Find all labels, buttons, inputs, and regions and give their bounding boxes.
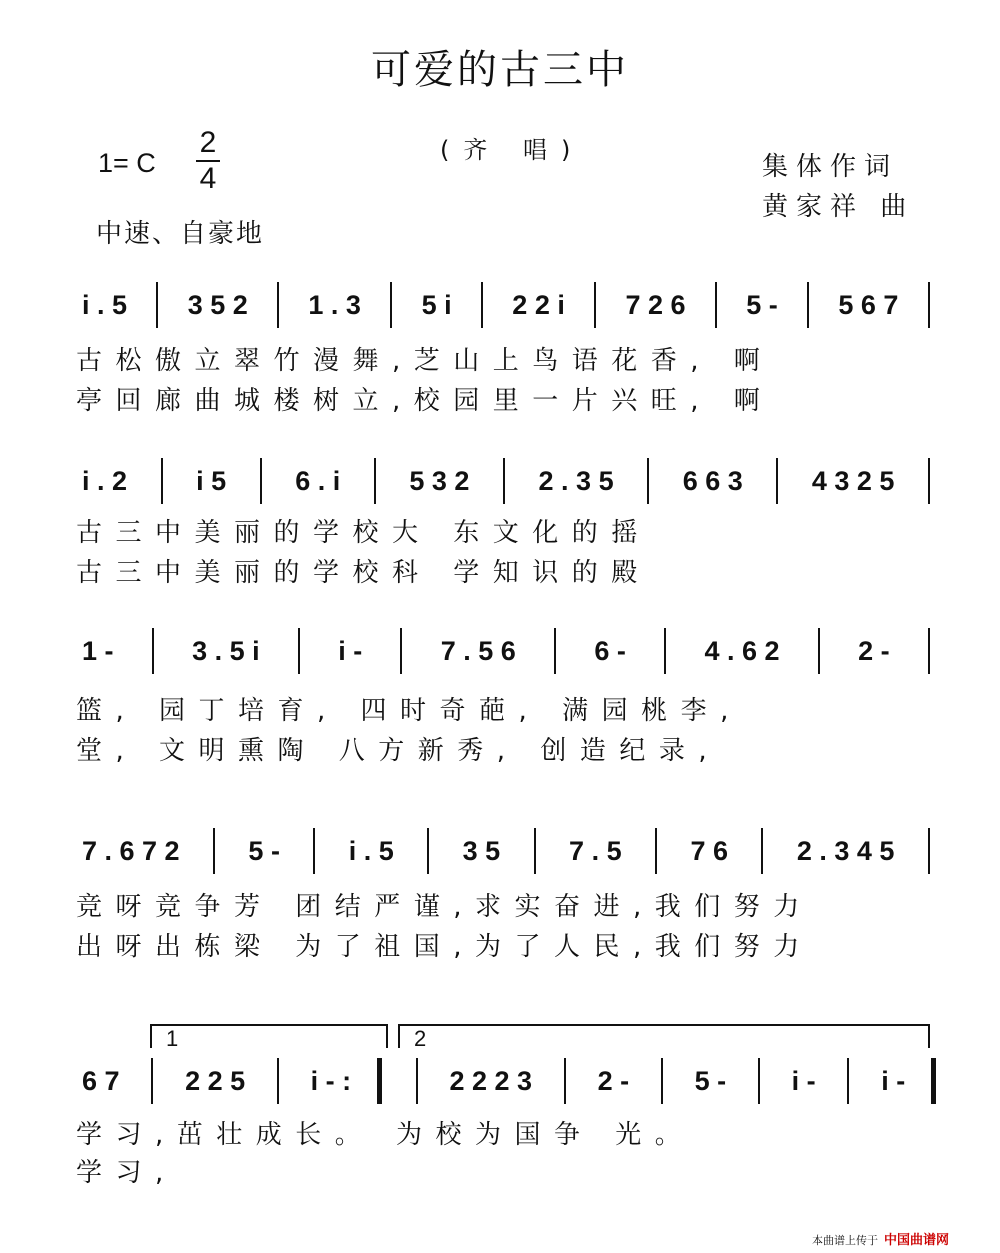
measure: 3 5 xyxy=(462,835,501,866)
lyric-line: 古三中美丽的学校科 学知识的殿 xyxy=(76,558,651,588)
measure: 1 . 3 xyxy=(308,289,361,320)
barline xyxy=(761,828,763,874)
barline xyxy=(390,282,392,328)
measure: 1 - xyxy=(82,635,114,666)
lyric-line: 堂, 文明熏陶 八方新秀, 创造纪录, xyxy=(76,736,721,766)
end-barline xyxy=(928,282,930,328)
barline xyxy=(534,828,536,874)
lyric-line: 亭回廊曲城楼树立,校园里一片兴旺, 啊 xyxy=(76,386,774,416)
second-ending-number: 2 xyxy=(414,1026,427,1051)
barline xyxy=(818,628,820,674)
measure: i - xyxy=(338,635,363,666)
measure: i . 2 xyxy=(82,465,128,496)
barline xyxy=(647,458,649,504)
end-barline xyxy=(928,628,930,674)
measure: i 5 xyxy=(196,465,227,496)
measure: 7 . 5 xyxy=(569,835,622,866)
barline xyxy=(564,1058,566,1104)
time-signature-top: 2 xyxy=(199,126,217,159)
measure: 2 2 i xyxy=(512,289,565,320)
footer-credit xyxy=(812,1229,949,1248)
barline xyxy=(260,458,262,504)
lyric-line: 篮, 园丁培育, 四时奇葩, 满园桃李, xyxy=(76,696,742,726)
measure: 4 3 2 5 xyxy=(811,465,895,496)
barline xyxy=(427,828,429,874)
measure: 5 - xyxy=(694,1065,727,1096)
notation-row xyxy=(80,828,940,874)
measure: 6 6 3 xyxy=(682,465,743,496)
key-signature: 1= C xyxy=(98,148,156,178)
lyric-line: 古松傲立翠竹漫舞,芝山上鸟语花香, 啊 xyxy=(76,346,774,376)
footer-note: 本曲谱上传于 xyxy=(812,1234,878,1247)
barline xyxy=(374,458,376,504)
measure: 4 . 6 2 xyxy=(704,635,780,666)
tempo-marking: 中速、自豪地 xyxy=(96,219,265,249)
lyric-line: 古三中美丽的学校大 东文化的摇 xyxy=(76,518,651,548)
barline xyxy=(503,458,505,504)
barline xyxy=(664,628,666,674)
measure: 2 . 3 4 5 xyxy=(796,835,895,866)
barline xyxy=(416,1058,418,1104)
measure: i - : xyxy=(310,1065,352,1096)
measure: 5 3 2 xyxy=(409,465,470,496)
measure: 3 . 5 i xyxy=(192,635,260,666)
measure: 5 - xyxy=(746,289,778,320)
end-barline xyxy=(931,1058,936,1104)
lyric-line: 竞呀竞争芳 团结严谨,求实奋进,我们努力 xyxy=(76,892,813,922)
score-title: 可爱的古三中 xyxy=(371,47,629,93)
barline xyxy=(313,828,315,874)
measure: i - xyxy=(791,1065,816,1096)
footer-site: 中国曲谱网 xyxy=(884,1233,950,1248)
measure: i . 5 xyxy=(348,835,394,866)
lyric-line: 出呀出栋梁 为了祖国,为了人民,我们努力 xyxy=(76,932,813,962)
measure: 5 i xyxy=(421,289,452,320)
barline xyxy=(554,628,556,674)
barline xyxy=(847,1058,849,1104)
end-barline xyxy=(928,458,930,504)
barline xyxy=(277,1058,279,1104)
measure: 2 . 3 5 xyxy=(538,465,614,496)
notation-row xyxy=(80,458,940,504)
barline xyxy=(151,1058,153,1104)
time-signature xyxy=(196,128,220,194)
measure: 2 2 5 xyxy=(185,1065,246,1096)
lyric-line: 学习,茁壮成长。 为校为国争 光。 xyxy=(76,1120,695,1150)
second-ending-bracket xyxy=(398,1024,930,1051)
barline xyxy=(277,282,279,328)
barline xyxy=(594,282,596,328)
barline xyxy=(156,282,158,328)
performance-style: (齐 唱) xyxy=(440,136,585,164)
barline xyxy=(481,282,483,328)
composer-credit: 黄家祥 曲 xyxy=(762,192,915,222)
barline xyxy=(400,628,402,674)
measure: 5 - xyxy=(248,835,280,866)
barline xyxy=(152,628,154,674)
barline xyxy=(807,282,809,328)
notation-row xyxy=(80,628,940,674)
measure: 6 7 xyxy=(82,1065,120,1096)
measure: 7 2 6 xyxy=(625,289,686,320)
first-ending-bracket xyxy=(150,1024,388,1051)
barline xyxy=(715,282,717,328)
measure: i . 5 xyxy=(82,289,128,320)
time-signature-bottom: 4 xyxy=(199,162,217,195)
measure: 7 . 6 7 2 xyxy=(82,835,180,866)
lyric-line: 学习, xyxy=(76,1158,177,1188)
measure: 2 2 2 3 xyxy=(449,1065,533,1096)
measure: 2 - xyxy=(597,1065,630,1096)
measure: 6 . i xyxy=(295,465,341,496)
measure: 2 - xyxy=(858,635,890,666)
barline xyxy=(661,1058,663,1104)
measure: 7 . 5 6 xyxy=(440,635,516,666)
lyricist-credit: 集体作词 xyxy=(762,152,899,182)
barline xyxy=(758,1058,760,1104)
first-ending-number: 1 xyxy=(166,1026,179,1051)
end-barline xyxy=(928,828,930,874)
notation-row xyxy=(80,1058,940,1104)
barline xyxy=(776,458,778,504)
notation-row xyxy=(80,282,940,328)
repeat-barline xyxy=(377,1058,382,1104)
measure: 5 6 7 xyxy=(838,289,899,320)
barline xyxy=(213,828,215,874)
barline xyxy=(161,458,163,504)
measure: 7 6 xyxy=(690,835,728,866)
barline xyxy=(298,628,300,674)
barline xyxy=(655,828,657,874)
measure: 6 - xyxy=(594,635,626,666)
measure: i - xyxy=(881,1065,906,1096)
measure: 3 5 2 xyxy=(187,289,248,320)
